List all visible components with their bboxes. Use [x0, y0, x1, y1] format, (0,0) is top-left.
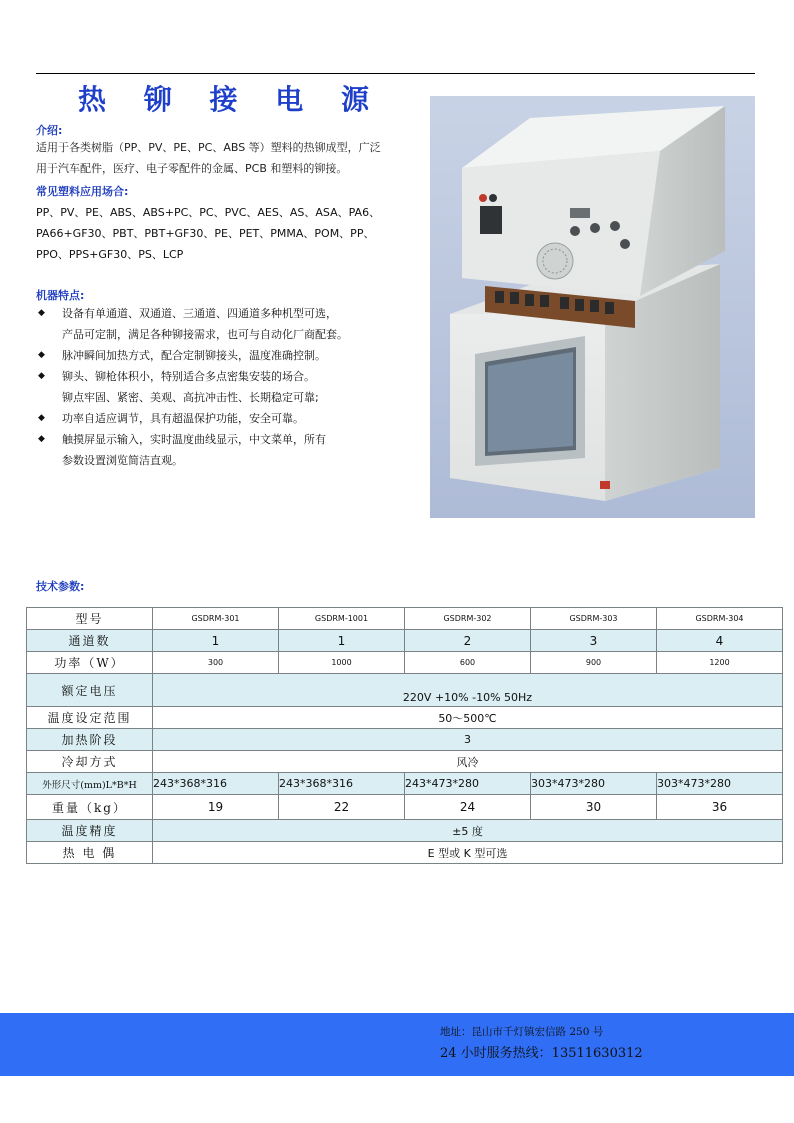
- power-cell: 600: [405, 652, 531, 674]
- voltage-cell: 220V +10% -10% 50Hz: [153, 674, 783, 707]
- power-cell: 300: [153, 652, 279, 674]
- feature-line: 铆点牢固、紧密、美观、高抗冲击性、长期稳定可靠;: [62, 391, 319, 404]
- bullet-diamond-icon: ◆: [38, 434, 45, 444]
- power-cell: 900: [531, 652, 657, 674]
- bullet-diamond-icon: ◆: [38, 308, 45, 318]
- channels-cell: 2: [405, 630, 531, 652]
- dimensions-cell: 243*368*316: [279, 773, 405, 795]
- materials-list: [36, 202, 426, 265]
- bullet-diamond-icon: ◆: [38, 371, 45, 381]
- channels-cell: 4: [657, 630, 783, 652]
- label-channels: 通道数: [27, 630, 153, 652]
- row-model: [27, 608, 783, 630]
- label-power: 功率（W）: [27, 652, 153, 674]
- row-dimensions: [27, 773, 783, 795]
- feature-item: [36, 429, 432, 471]
- thermocouple-cell: E 型或 K 型可选: [153, 842, 783, 864]
- row-voltage: [27, 674, 783, 707]
- materials-heading: 常见塑料应用场合:: [36, 185, 129, 198]
- temp-range-cell: 50～500℃: [153, 707, 783, 729]
- label-model: 型号: [27, 608, 153, 630]
- intro-line: 适用于各类树脂（PP、PV、PE、PC、ABS 等）塑料的热铆成型，广泛: [36, 141, 381, 154]
- row-thermocouple: [27, 842, 783, 864]
- weight-cell: 24: [405, 795, 531, 820]
- label-thermocouple: 热 电 偶: [27, 842, 153, 864]
- features-heading: 机器特点:: [36, 289, 85, 302]
- power-cell: 1200: [657, 652, 783, 674]
- row-temp-range: [27, 707, 783, 729]
- label-voltage: 额定电压: [27, 674, 153, 707]
- features-list: [36, 303, 432, 471]
- feature-line: 设备有单通道、双通道、三通道、四通道多种机型可选，: [62, 307, 337, 320]
- dimensions-cell: 243*473*280: [405, 773, 531, 795]
- row-power: [27, 652, 783, 674]
- materials-line: PPO、PPS+GF30、PS、LCP: [36, 248, 184, 261]
- materials-line: PP、PV、PE、ABS、ABS+PC、PC、PVC、AES、AS、ASA、PA6、: [36, 206, 381, 219]
- row-cooling: [27, 751, 783, 773]
- feature-item: [36, 408, 432, 429]
- weight-cell: 36: [657, 795, 783, 820]
- intro-text: [36, 137, 381, 179]
- accuracy-cell: ±5 度: [153, 820, 783, 842]
- model-cell: GSDRM-304: [657, 608, 783, 630]
- weight-cell: 19: [153, 795, 279, 820]
- label-cooling: 冷却方式: [27, 751, 153, 773]
- label-stages: 加热阶段: [27, 729, 153, 751]
- model-cell: GSDRM-302: [405, 608, 531, 630]
- feature-line: 脉冲瞬间加热方式，配合定制铆接头，温度准确控制。: [62, 349, 326, 362]
- feature-item: [36, 366, 432, 408]
- spec-table: [26, 607, 783, 864]
- model-cell: GSDRM-301: [153, 608, 279, 630]
- materials-line: PA66+GF30、PBT、PBT+GF30、PE、PET、PMMA、POM、PP、: [36, 227, 375, 240]
- footer-band: [0, 1013, 794, 1076]
- label-dimensions: 外形尺寸(mm)L*B*H: [27, 773, 153, 795]
- cooling-cell: 风冷: [153, 751, 783, 773]
- feature-line: 铆头、铆枪体积小，特别适合多点密集安装的场合。: [62, 370, 315, 383]
- power-cell: 1000: [279, 652, 405, 674]
- feature-line: 参数设置浏览简洁直观。: [62, 454, 183, 467]
- label-accuracy: 温度精度: [27, 820, 153, 842]
- weight-cell: 30: [531, 795, 657, 820]
- feature-line: 功率自适应调节，具有超温保护功能，安全可靠。: [62, 412, 304, 425]
- feature-line: 产品可定制，满足各种铆接需求，也可与自动化厂商配套。: [62, 328, 348, 341]
- row-channels: [27, 630, 783, 652]
- feature-item: [36, 303, 432, 345]
- footer-hotline: 24 小时服务热线：13511630312: [440, 1046, 643, 1061]
- model-cell: GSDRM-303: [531, 608, 657, 630]
- intro-heading: 介绍:: [36, 124, 63, 137]
- model-cell: GSDRM-1001: [279, 608, 405, 630]
- footer-address: 地址：昆山市千灯镇宏信路 250 号: [440, 1026, 604, 1038]
- label-weight: 重量（kg）: [27, 795, 153, 820]
- dimensions-cell: 243*368*316: [153, 773, 279, 795]
- header-rule: [36, 73, 755, 74]
- row-stages: [27, 729, 783, 751]
- dimensions-cell: 303*473*280: [657, 773, 783, 795]
- weight-cell: 22: [279, 795, 405, 820]
- row-weight: [27, 795, 783, 820]
- intro-line: 用于汽车配件，医疗、电子零配件的金属、PCB 和塑料的铆接。: [36, 162, 348, 175]
- dimensions-cell: 303*473*280: [531, 773, 657, 795]
- channels-cell: 1: [153, 630, 279, 652]
- specs-heading: 技术参数:: [36, 580, 85, 593]
- row-accuracy: [27, 820, 783, 842]
- power-switch: [600, 481, 610, 489]
- stages-cell: 3: [153, 729, 783, 751]
- channels-cell: 1: [279, 630, 405, 652]
- power-supply-unit-photo: [430, 96, 755, 518]
- channels-cell: 3: [531, 630, 657, 652]
- bullet-diamond-icon: ◆: [38, 350, 45, 360]
- feature-line: 触摸屏显示输入，实时温度曲线显示，中文菜单，所有: [62, 433, 326, 446]
- page-title: 热 铆 接 电 源: [78, 83, 383, 116]
- label-temp-range: 温度设定范围: [27, 707, 153, 729]
- bullet-diamond-icon: ◆: [38, 413, 45, 423]
- feature-item: [36, 345, 432, 366]
